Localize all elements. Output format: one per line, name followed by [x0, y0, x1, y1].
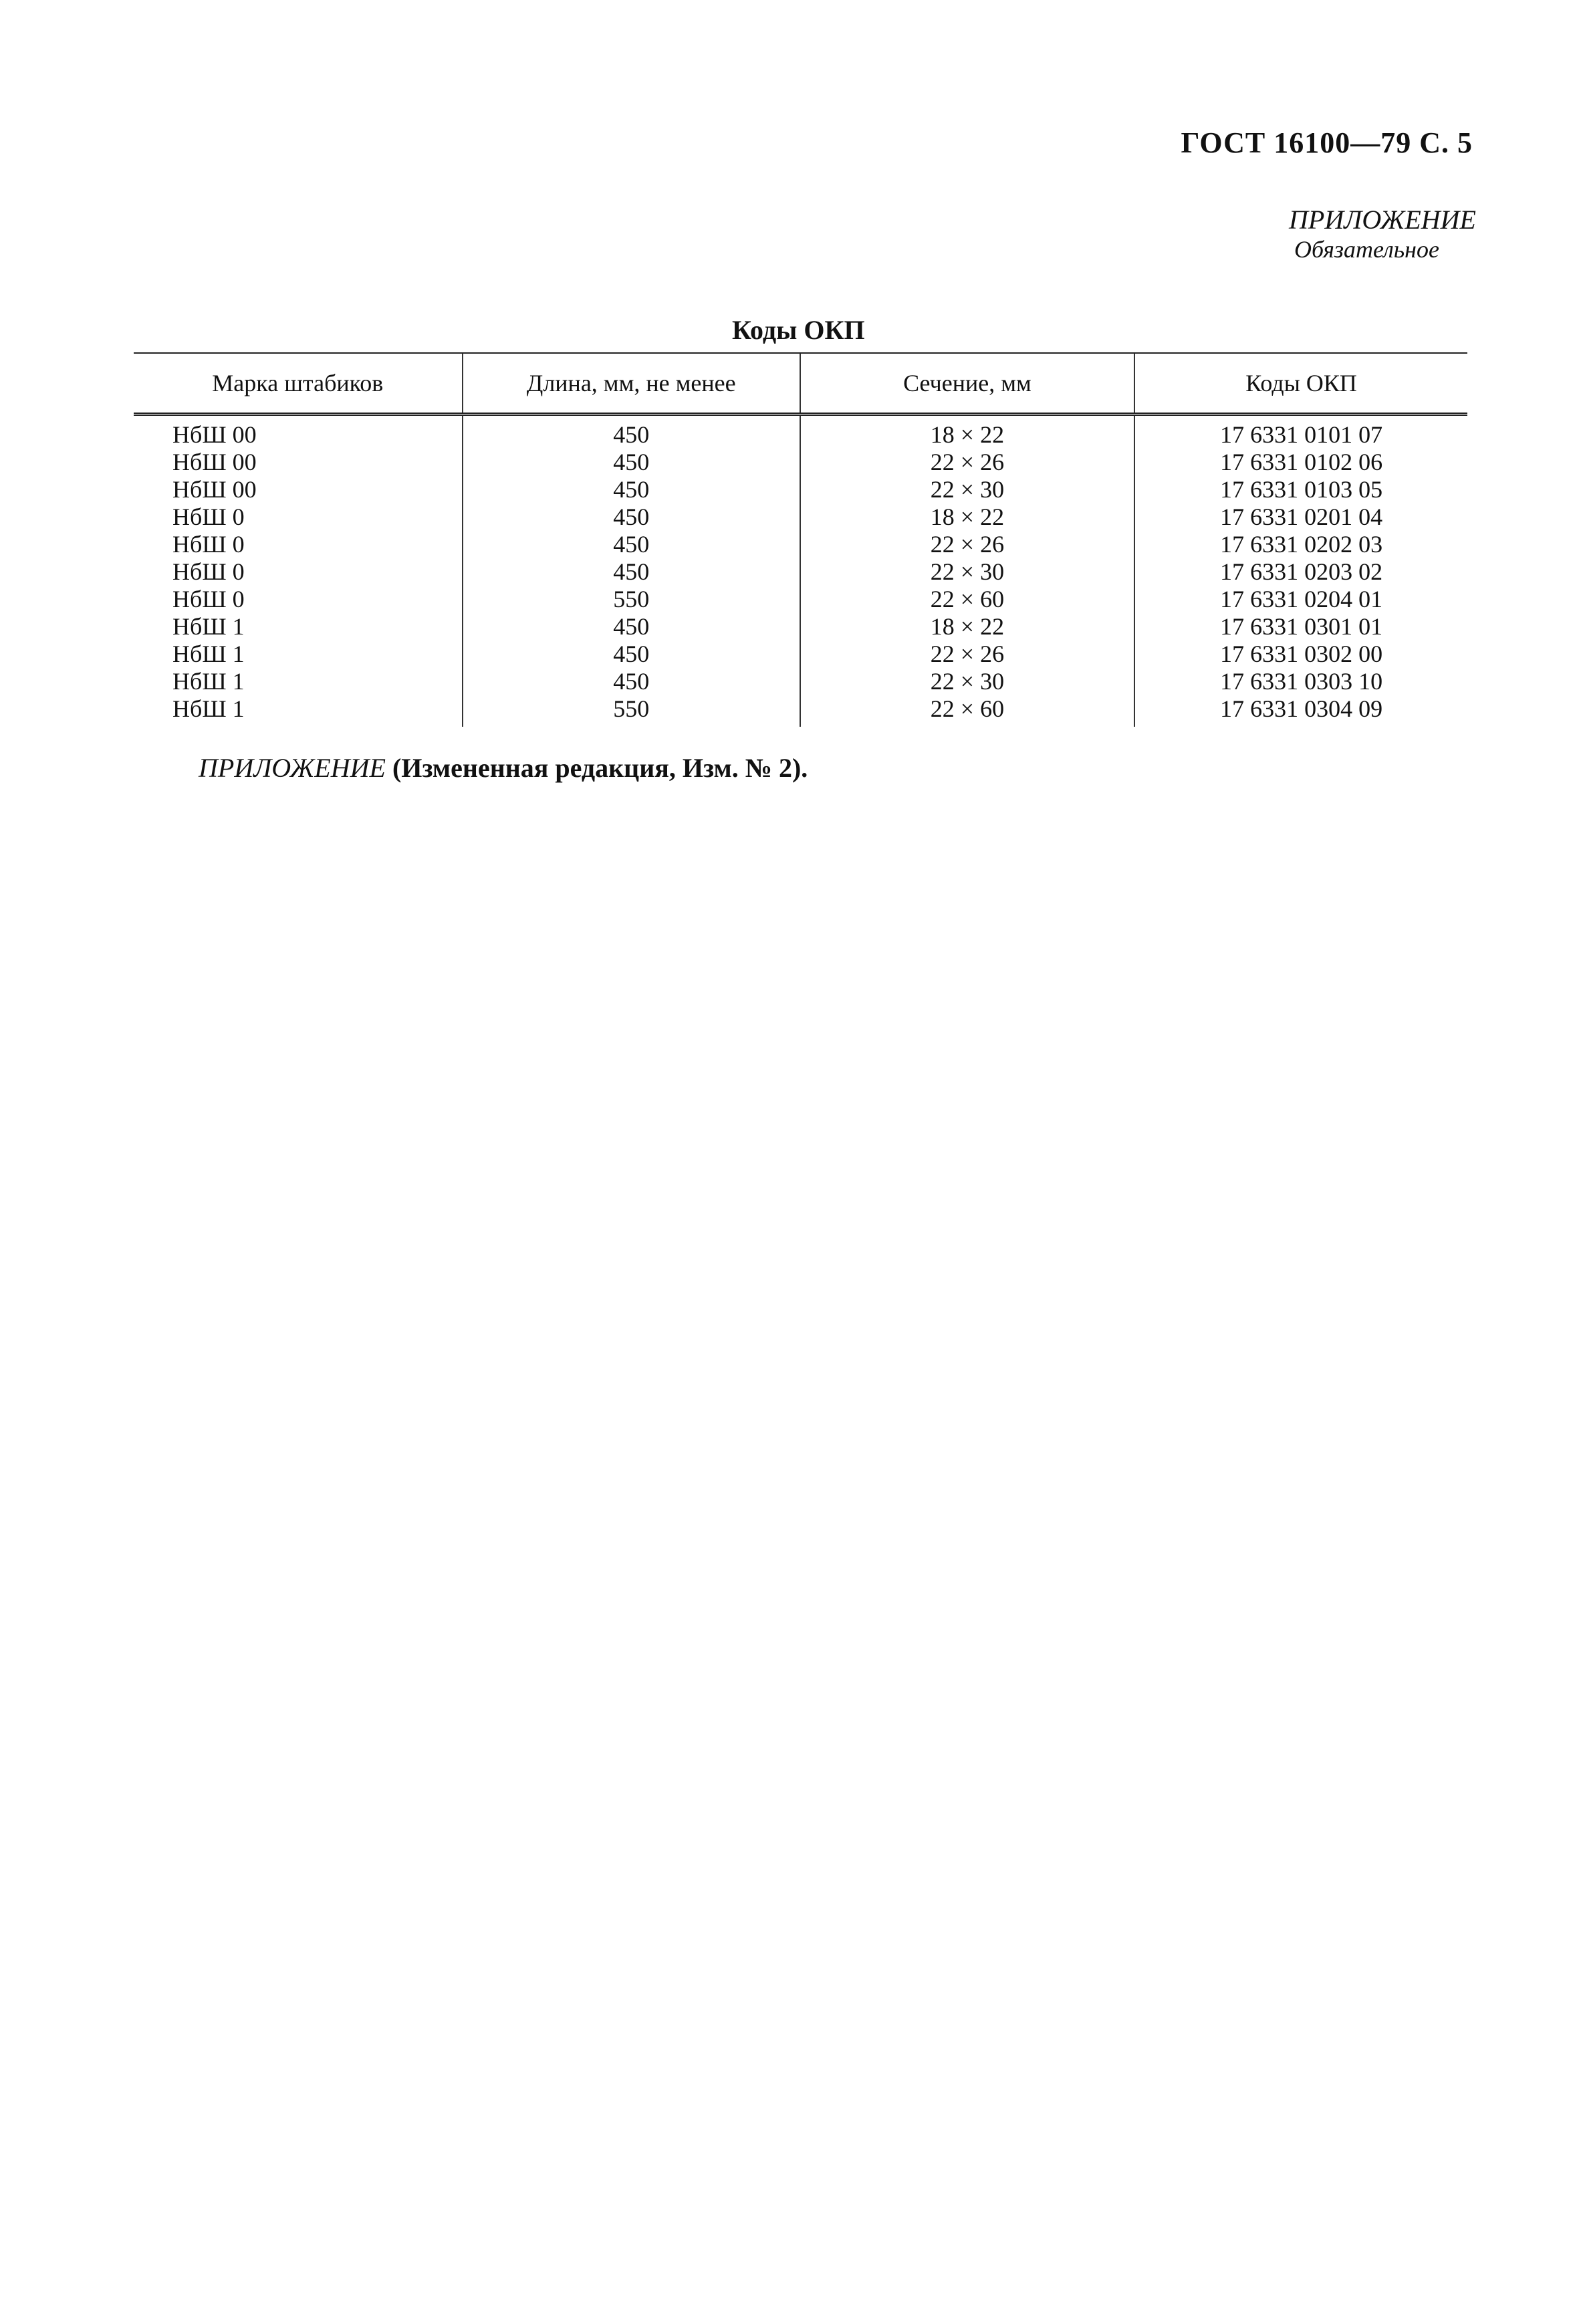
table-row: [134, 531, 1467, 558]
column-header-length: Длина, мм, не менее: [463, 353, 800, 414]
section-cell: 22 × 26: [800, 531, 1134, 558]
appendix-label: ПРИЛОЖЕНИЕ: [1289, 205, 1476, 235]
okp-code-cell: 17 6331 0101 07: [1134, 414, 1467, 449]
brand-cell: НбШ 1: [172, 667, 245, 695]
section-cell: 22 × 30: [800, 558, 1134, 586]
section-cell: 22 × 60: [800, 695, 1134, 727]
okp-code-cell: 17 6331 0302 00: [1134, 641, 1467, 668]
brand-cell: НбШ 00: [172, 421, 257, 448]
table-row: [134, 503, 1467, 531]
okp-code-cell: 17 6331 0103 05: [1134, 476, 1467, 503]
length-cell: 450: [463, 449, 800, 476]
length-cell: 450: [463, 641, 800, 668]
column-header-brand: Марка штабиков: [134, 353, 463, 414]
table-row: [134, 613, 1467, 641]
table-row: [134, 476, 1467, 503]
appendix-status: Обязательное: [1294, 236, 1439, 263]
okp-code-cell: 17 6331 0201 04: [1134, 503, 1467, 531]
section-cell: 22 × 30: [800, 476, 1134, 503]
section-cell: 18 × 22: [800, 613, 1134, 641]
section-cell: 22 × 26: [800, 449, 1134, 476]
table-row: [134, 641, 1467, 668]
brand-cell: НбШ 1: [172, 640, 245, 667]
brand-cell: НбШ 0: [172, 503, 245, 530]
okp-code-cell: 17 6331 0303 10: [1134, 668, 1467, 695]
okp-code-cell: 17 6331 0204 01: [1134, 586, 1467, 613]
length-cell: 550: [463, 695, 800, 727]
section-cell: 22 × 26: [800, 641, 1134, 668]
okp-code-cell: 17 6331 0304 09: [1134, 695, 1467, 727]
brand-cell: НбШ 0: [172, 530, 245, 558]
brand-cell: НбШ 0: [172, 558, 245, 585]
brand-cell: НбШ 1: [172, 612, 245, 640]
okp-code-cell: 17 6331 0301 01: [1134, 613, 1467, 641]
length-cell: 450: [463, 531, 800, 558]
column-header-okp-code: Коды ОКП: [1134, 353, 1467, 414]
length-cell: 550: [463, 586, 800, 613]
table-row: [134, 586, 1467, 613]
table-row: [134, 414, 1467, 449]
table-header: [134, 353, 1467, 414]
table-row: [134, 558, 1467, 586]
brand-cell: НбШ 00: [172, 448, 257, 475]
okp-codes-table: [134, 352, 1467, 727]
table-header-row: [134, 353, 1467, 414]
table-body: [134, 414, 1467, 727]
page-header: ГОСТ 16100—79 С. 5: [1181, 126, 1473, 159]
table-row: [134, 695, 1467, 727]
section-cell: 18 × 22: [800, 414, 1134, 449]
length-cell: 450: [463, 558, 800, 586]
table-row: [134, 668, 1467, 695]
note-body: (Измененная редакция, Изм. № 2).: [392, 753, 808, 783]
okp-code-cell: 17 6331 0102 06: [1134, 449, 1467, 476]
okp-code-cell: 17 6331 0202 03: [1134, 531, 1467, 558]
brand-cell: НбШ 1: [172, 695, 245, 722]
amendment-note: [199, 752, 808, 784]
table-row: [134, 449, 1467, 476]
note-lead: ПРИЛОЖЕНИЕ: [199, 753, 386, 783]
length-cell: 450: [463, 613, 800, 641]
column-header-section: Сечение, мм: [800, 353, 1134, 414]
table-title: Коды ОКП: [732, 315, 865, 345]
section-cell: 22 × 30: [800, 668, 1134, 695]
length-cell: 450: [463, 414, 800, 449]
section-cell: 22 × 60: [800, 586, 1134, 613]
length-cell: 450: [463, 668, 800, 695]
brand-cell: НбШ 0: [172, 585, 245, 612]
brand-cell: НбШ 00: [172, 475, 257, 503]
length-cell: 450: [463, 476, 800, 503]
okp-code-cell: 17 6331 0203 02: [1134, 558, 1467, 586]
length-cell: 450: [463, 503, 800, 531]
section-cell: 18 × 22: [800, 503, 1134, 531]
